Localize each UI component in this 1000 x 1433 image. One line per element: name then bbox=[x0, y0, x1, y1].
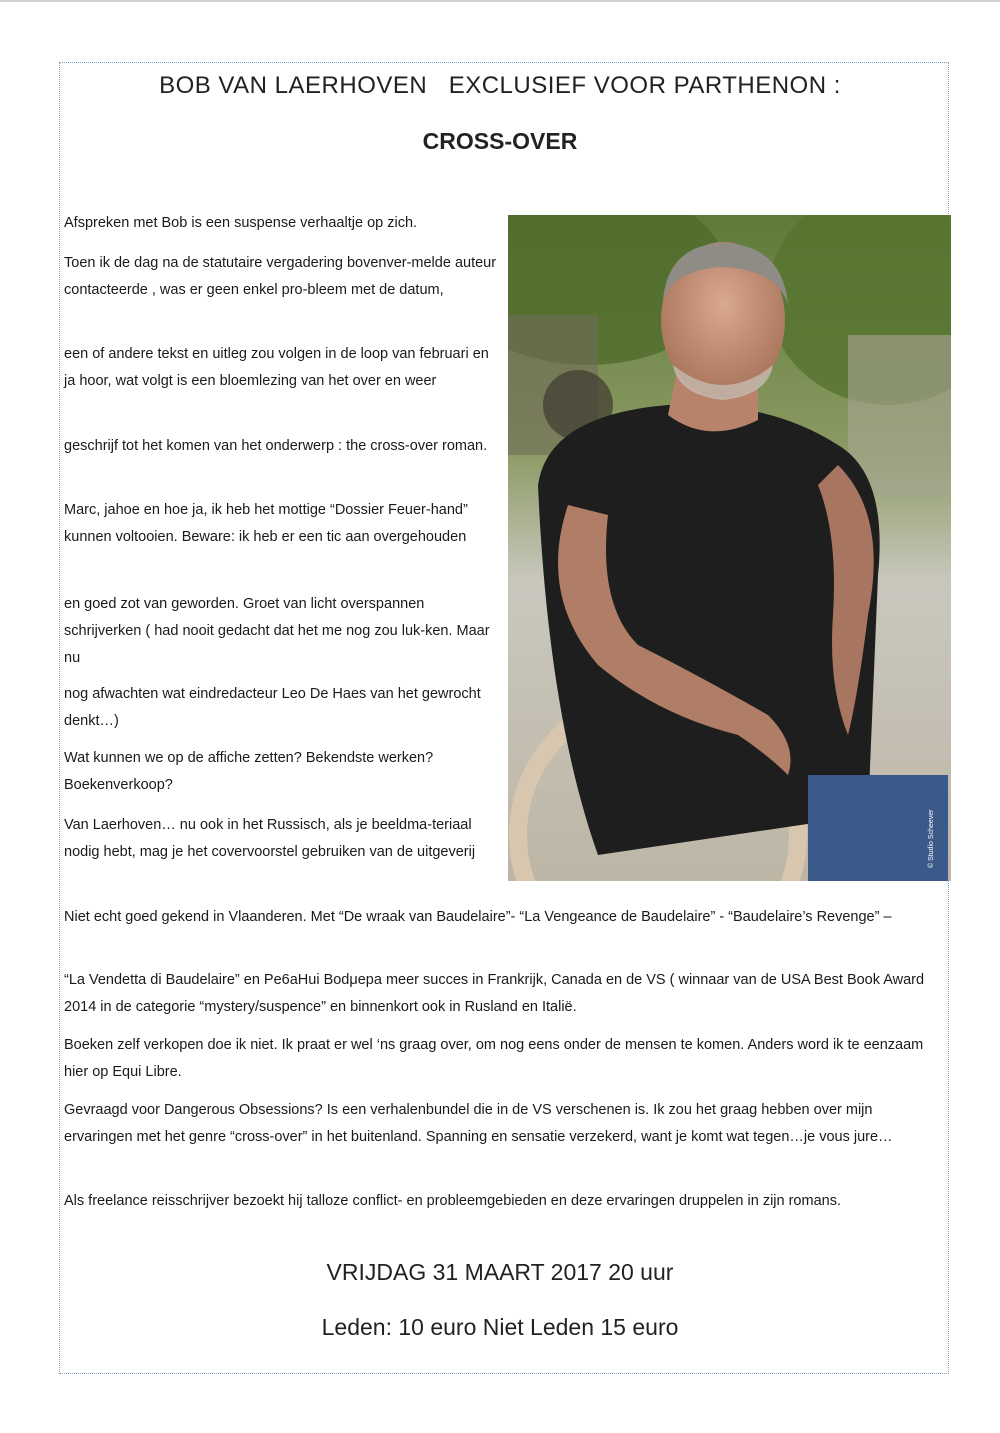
paragraph: Gevraagd voor Dangerous Obsessions? Is een verhalenbundel die in de VS verschenen is. Ik zou het graag hebben over mijn ervaringen met het genre “cross-over” in het buitenland. Spanning en sensatie verzekerd, want je komt wat tegen…je vous jure… bbox=[64, 1102, 893, 1145]
paragraph: en goed zot van geworden. Groet van licht overspannen schrijverken ( had nooit gedacht dat het me nog zou luk-ken. Maar nu bbox=[64, 596, 490, 666]
paragraph: Als freelance reisschrijver bezoekt hij talloze conflict- en probleemgebieden en deze ervaringen druppelen in zijn romans. bbox=[64, 1193, 841, 1209]
event-price: Leden: 10 euro Niet Leden 15 euro bbox=[321, 1314, 679, 1340]
paragraph: Boeken zelf verkopen doe ik niet. Ik praat er wel ‘ns graag over, om nog eens onder de mensen te komen. Anders word ik te eenzaam hier op Equi Libre. bbox=[64, 1037, 924, 1080]
page-subtitle: CROSS-OVER bbox=[422, 128, 578, 154]
paragraph: geschrijf tot het komen van het onderwerp : the cross-over roman. bbox=[64, 438, 488, 454]
author-photo-illustration bbox=[508, 215, 951, 881]
paragraph: Toen ik de dag na de statutaire vergadering bovenver-melde auteur contacteerde , was er geen enkel pro-bleem met de datum, bbox=[64, 255, 497, 298]
photo-credit: © Studio Scheever bbox=[928, 809, 935, 868]
paragraph: Niet echt goed gekend in Vlaanderen. Met “De wraak van Baudelaire”- “La Vengeance de Baudelaire” - “Baudelaire’s Revenge” – bbox=[64, 909, 892, 925]
page-title: BOB VAN LAERHOVEN EXCLUSIEF VOOR PARTHENON : bbox=[159, 72, 841, 99]
paragraph: “La Vendetta di Baudelaire” en Pe6aHui Bodμepa meer succes in Frankrijk, Canada en de VS ( winnaar van de USA Best Book Award 2014 in de categorie “mystery/suspence” en binnenkort ook in Rusland en Italië. bbox=[64, 972, 925, 1015]
paragraph: Afspreken met Bob is een suspense verhaaltje op zich. bbox=[64, 215, 418, 231]
paragraph: Van Laerhoven… nu ook in het Russisch, als je beeldma-teriaal nodig hebt, mag je het covervoorstel gebruiken van de uitgeverij bbox=[64, 817, 476, 860]
paragraph: nog afwachten wat eindredacteur Leo De Haes van het gewrocht denkt…) bbox=[64, 686, 481, 729]
top-rule bbox=[0, 0, 1000, 2]
event-date: VRIJDAG 31 MAART 2017 20 uur bbox=[326, 1259, 674, 1285]
paragraph: Marc, jahoe en hoe ja, ik heb het mottige “Dossier Feuer-hand” kunnen voltooien. Beware: ik heb er een tic aan overgehouden bbox=[64, 502, 468, 545]
paragraph: een of andere tekst en uitleg zou volgen in de loop van februari en ja hoor, wat volgt is een bloemlezing van het over en weer bbox=[64, 346, 489, 389]
author-photo bbox=[508, 215, 951, 881]
paragraph: Wat kunnen we op de affiche zetten? Bekendste werken? Boekenverkoop? bbox=[64, 750, 434, 793]
